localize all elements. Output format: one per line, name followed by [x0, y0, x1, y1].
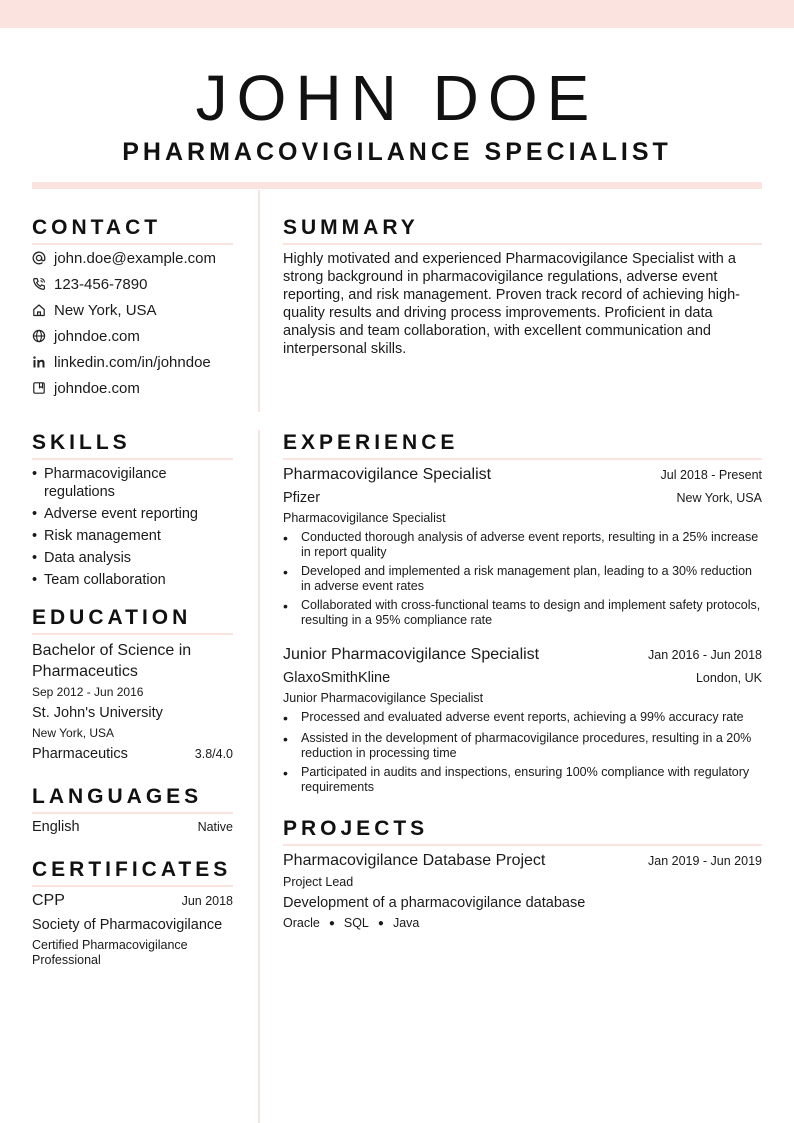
job-role: Pharmacovigilance Specialist	[283, 511, 446, 525]
job-bullet: • Processed and evaluated adverse event reports, achieving a 99% accuracy rate	[283, 710, 744, 726]
job-location: New York, USA	[676, 491, 762, 505]
experience-heading: EXPERIENCE	[283, 431, 762, 460]
at-icon	[32, 251, 46, 265]
linkedin-icon	[32, 355, 46, 369]
job-dates: Jan 2016 - Jun 2018	[648, 648, 762, 662]
phone-icon	[32, 277, 46, 291]
candidate-title: PHARMACOVIGILANCE SPECIALIST	[122, 138, 672, 166]
skill-item: • Adverse event reporting	[32, 506, 198, 522]
portfolio-icon	[32, 381, 46, 395]
contact-location: New York, USA	[32, 300, 157, 320]
contact-phone[interactable]: 123-456-7890	[32, 274, 147, 294]
summary-text: Highly motivated and experienced Pharmacovigilance Specialist with a strong background in pharmacovigilance regulations, adverse event reporting, and risk management. Proven track record of achieving high-quality results and driving process improvements. Proficient in data analysis and team collaboration, with excellent communication and interpersonal skills.	[283, 251, 740, 357]
project-role: Project Lead	[283, 875, 354, 889]
job-company-row	[283, 490, 762, 506]
project-tech-list: Oracle ● SQL ● Java	[283, 916, 420, 930]
certificate-name: CPP	[32, 892, 65, 909]
language-name: English	[32, 819, 80, 835]
job-bullet: • Collaborated with cross-functional teams to design and implement safety protocols, resulting in a 95% compliance rate	[283, 598, 761, 627]
job-company-row	[283, 670, 762, 686]
job-bullet: • Assisted in the development of pharmacovigilance procedures, resulting in a 20% reduction in processing time	[283, 731, 752, 760]
certificates-heading: CERTIFICATES	[32, 858, 233, 887]
job-header	[283, 466, 762, 484]
job-bullet: • Developed and implemented a risk management plan, leading to a 30% reduction in adverse event rates	[283, 564, 752, 593]
job-title: Pharmacovigilance Specialist	[283, 466, 492, 483]
projects-heading: PROJECTS	[283, 817, 762, 846]
education-gpa: 3.8/4.0	[194, 747, 233, 761]
project-dates: Jan 2019 - Jun 2019	[648, 854, 762, 868]
job-bullet: • Conducted thorough analysis of adverse event reports, resulting in a 25% increase in report quality	[283, 530, 759, 559]
home-icon	[32, 303, 46, 317]
contact-email[interactable]: john.doe@example.com	[32, 248, 216, 268]
contact-website[interactable]: johndoe.com	[32, 326, 140, 346]
job-bullet: • Participated in audits and inspections, ensuring 100% compliance with regulatory requirements	[283, 765, 750, 794]
education-location: New York, USA	[32, 726, 115, 740]
language-row	[32, 819, 233, 835]
job-company: GlaxoSmithKline	[283, 670, 391, 686]
skill-item: • Team collaboration	[32, 572, 166, 588]
project-header	[283, 852, 762, 870]
contact-heading: CONTACT	[32, 216, 233, 245]
skill-item: • Data analysis	[32, 550, 132, 566]
job-header	[283, 646, 762, 664]
education-field-row	[32, 746, 233, 762]
education-school: St. John's University	[32, 705, 163, 721]
skill-item: • Risk management	[32, 528, 161, 544]
languages-heading: LANGUAGES	[32, 785, 233, 814]
certificate-row	[32, 892, 233, 910]
globe-icon	[32, 329, 46, 343]
tech-tag: Oracle	[283, 916, 320, 930]
contact-portfolio[interactable]: johndoe.com	[32, 378, 140, 398]
tech-tag: Java	[392, 916, 420, 930]
top-accent-bar	[0, 0, 794, 28]
education-field: Pharmaceutics	[32, 746, 128, 762]
language-level: Native	[197, 820, 233, 834]
tech-tag: SQL	[343, 916, 369, 930]
project-title: Pharmacovigilance Database Project	[283, 852, 546, 869]
skills-heading: SKILLS	[32, 431, 233, 460]
skill-item: • Pharmacovigilance regulations	[32, 466, 167, 500]
job-company: Pfizer	[283, 490, 321, 506]
education-degree: Bachelor of Science in Pharmaceutics	[32, 642, 192, 680]
job-role: Junior Pharmacovigilance Specialist	[283, 691, 484, 705]
column-divider-bottom	[258, 430, 260, 1123]
job-dates: Jul 2018 - Present	[660, 468, 762, 482]
candidate-name: JOHN DOE	[195, 62, 599, 134]
education-dates: Sep 2012 - Jun 2016	[32, 685, 144, 699]
header-divider	[32, 182, 762, 189]
certificate-date: Jun 2018	[181, 894, 233, 908]
summary-heading: SUMMARY	[283, 216, 762, 245]
contact-linkedin[interactable]: linkedin.com/in/johndoe	[32, 352, 211, 372]
certificate-description: Certified Pharmacovigilance Professional	[32, 938, 188, 967]
job-title: Junior Pharmacovigilance Specialist	[283, 646, 540, 663]
job-location: London, UK	[695, 671, 762, 685]
project-description: Development of a pharmacovigilance database	[283, 895, 586, 911]
column-divider-top	[258, 190, 260, 412]
certificate-issuer: Society of Pharmacovigilance	[32, 917, 223, 933]
education-heading: EDUCATION	[32, 606, 233, 635]
